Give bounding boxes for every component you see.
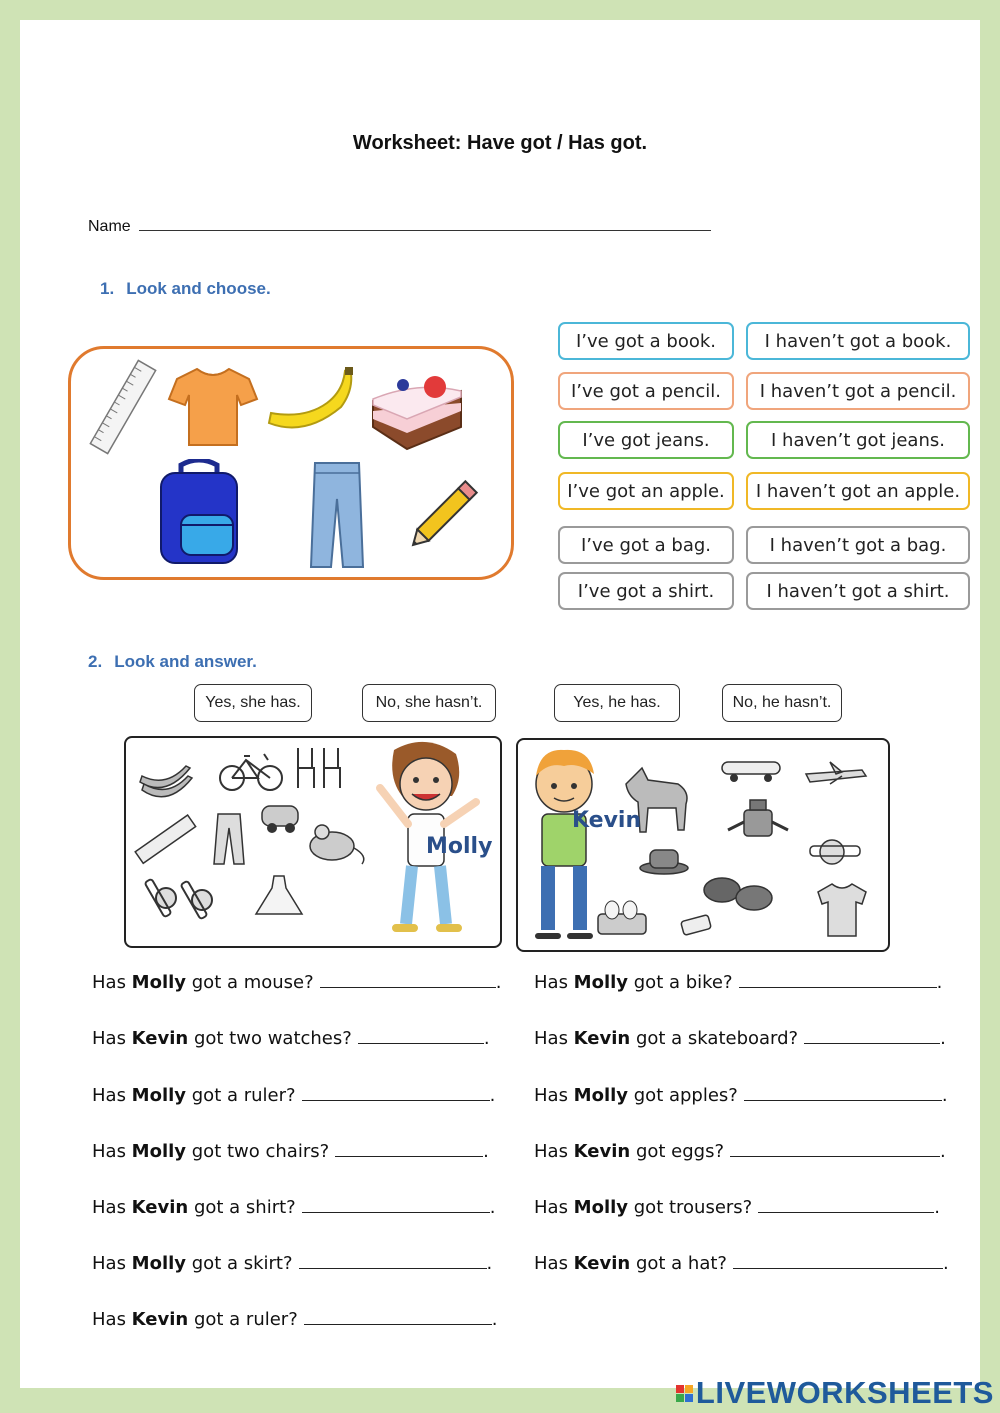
answer-blank[interactable]	[804, 1029, 940, 1044]
answer-blank[interactable]	[304, 1310, 492, 1325]
option-right-1[interactable]: I haven’t got a book.	[746, 322, 970, 360]
kevin-scene-drawing	[518, 740, 888, 950]
question-right-1: Has Molly got a bike? .	[534, 972, 943, 993]
kevin-figure	[536, 750, 594, 936]
option-right-2[interactable]: I haven’t got a pencil.	[746, 372, 970, 410]
answer-blank[interactable]	[302, 1198, 490, 1213]
plane-icon	[806, 762, 866, 784]
option-left-3[interactable]: I’ve got jeans.	[558, 421, 734, 459]
ruler-icon	[135, 815, 195, 863]
question-right-5: Has Molly got trousers? .	[534, 1197, 940, 1218]
pictures-frame	[68, 346, 514, 580]
question-left-3: Has Molly got a ruler? .	[92, 1085, 496, 1106]
answer-blank[interactable]	[320, 973, 496, 988]
answer-no-he-hasnt[interactable]: No, he hasn’t.	[722, 684, 842, 722]
logo-grid-icon	[676, 1385, 693, 1402]
question-left-4: Has Molly got two chairs? .	[92, 1141, 489, 1162]
answer-no-she-hasnt[interactable]: No, she hasn’t.	[362, 684, 496, 722]
section2-number: 2.	[88, 652, 103, 671]
answer-blank[interactable]	[733, 1254, 943, 1269]
robot-icon	[728, 800, 788, 836]
name-label: Name	[88, 218, 131, 235]
question-left-6: Has Molly got a skirt? .	[92, 1253, 493, 1274]
cake-icon	[367, 371, 471, 455]
section1-number: 1.	[100, 279, 115, 298]
section1-title: Look and choose.	[126, 279, 271, 298]
dress-icon	[256, 876, 302, 914]
shirt-icon	[818, 884, 866, 936]
question-right-2: Has Kevin got a skateboard? .	[534, 1028, 946, 1049]
answer-blank[interactable]	[730, 1142, 940, 1157]
option-right-4[interactable]: I haven’t got an apple.	[746, 472, 970, 510]
molly-scene	[124, 736, 502, 948]
kevin-scene	[516, 738, 890, 952]
question-left-1: Has Molly got a mouse? .	[92, 972, 502, 993]
answer-blank[interactable]	[335, 1142, 483, 1157]
option-right-5[interactable]: I haven’t got a bag.	[746, 526, 970, 564]
answer-yes-she-has[interactable]: Yes, she has.	[194, 684, 312, 722]
hat-icon	[640, 850, 688, 874]
ruler-icon	[83, 357, 163, 457]
section2-heading	[88, 652, 257, 672]
question-right-3: Has Molly got apples? .	[534, 1085, 948, 1106]
question-left-2: Has Kevin got two watches? .	[92, 1028, 490, 1049]
question-left-7: Has Kevin got a ruler? .	[92, 1309, 498, 1330]
trousers-icon	[214, 814, 244, 864]
section2-title: Look and answer.	[114, 652, 257, 671]
answer-blank[interactable]	[358, 1029, 484, 1044]
banana-icon	[265, 367, 361, 439]
eraser-icon	[681, 915, 712, 936]
option-left-6[interactable]: I’ve got a shirt.	[558, 572, 734, 610]
answer-blank[interactable]	[299, 1254, 487, 1269]
skateboard-icon	[722, 762, 780, 782]
section1-heading	[100, 279, 271, 299]
option-left-4[interactable]: I’ve got an apple.	[558, 472, 734, 510]
pencil-icon	[405, 469, 489, 553]
mouse-icon	[310, 825, 364, 864]
jeans-icon	[307, 459, 367, 571]
bag-icon	[151, 459, 247, 567]
option-right-6[interactable]: I haven’t got a shirt.	[746, 572, 970, 610]
page-title: Worksheet: Have got / Has got.	[352, 132, 648, 154]
option-right-3[interactable]: I haven’t got jeans.	[746, 421, 970, 459]
answer-yes-he-has[interactable]: Yes, he has.	[554, 684, 680, 722]
answer-blank[interactable]	[739, 973, 937, 988]
answer-blank[interactable]	[302, 1086, 490, 1101]
watches-icon	[145, 879, 212, 920]
logo-text: LIVEWORKSHEETS	[695, 1375, 994, 1410]
eggs-icon	[598, 901, 646, 934]
name-field[interactable]	[139, 216, 711, 231]
kevin-label: Kevin	[572, 808, 642, 833]
bananas-icon	[140, 766, 192, 797]
option-left-1[interactable]: I’ve got a book.	[558, 322, 734, 360]
option-left-5[interactable]: I’ve got a bag.	[558, 526, 734, 564]
question-right-4: Has Kevin got eggs? .	[534, 1141, 946, 1162]
answer-blank[interactable]	[744, 1086, 942, 1101]
liveworksheets-logo[interactable]	[676, 1375, 994, 1411]
worksheet-page	[20, 20, 980, 1388]
bike-icon	[220, 754, 282, 790]
molly-label: Molly	[426, 834, 493, 859]
name-row	[88, 216, 711, 236]
car-icon	[262, 806, 298, 833]
burgers-icon	[704, 878, 772, 910]
watch-icon	[810, 840, 860, 864]
shirt-icon	[167, 365, 259, 449]
answer-blank[interactable]	[758, 1198, 934, 1213]
option-left-2[interactable]: I’ve got a pencil.	[558, 372, 734, 410]
question-right-6: Has Kevin got a hat? .	[534, 1253, 949, 1274]
chairs-icon	[298, 748, 340, 788]
question-left-5: Has Kevin got a shirt? .	[92, 1197, 496, 1218]
